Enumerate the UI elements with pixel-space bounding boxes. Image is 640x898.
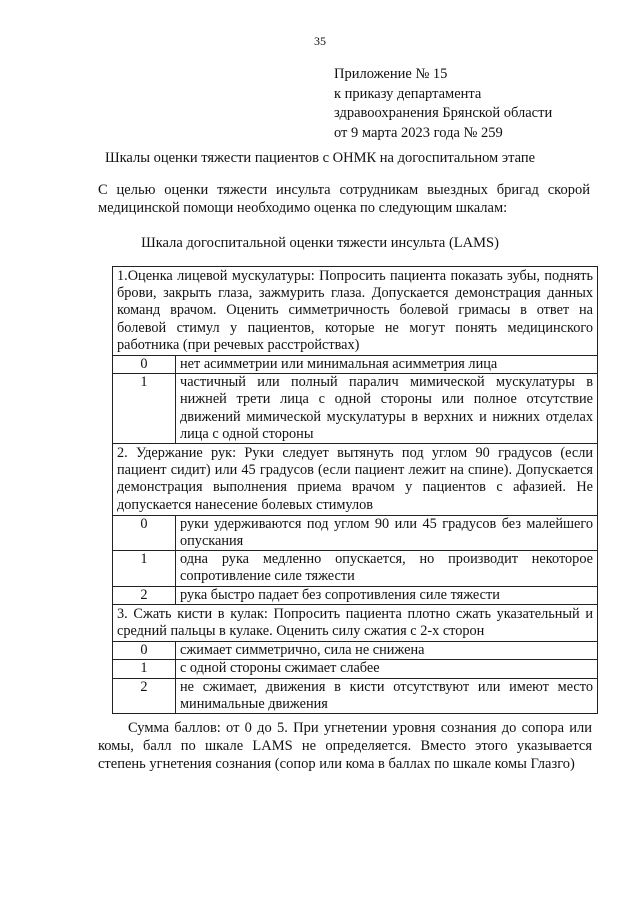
scale-title: Шкала догоспитальной оценки тяжести инсульта (LAMS): [141, 235, 499, 251]
score-cell: 0: [113, 642, 176, 660]
table-row: [113, 604, 598, 641]
description-cell: с одной стороны сжимает слабее: [176, 660, 598, 678]
appendix-line: к приказу департамента: [334, 85, 482, 102]
section-header: 2. Удержание рук: Руки следует вытянуть под углом 90 градусов (если пациент сидит) или 45 градусов (если пациент лежит на спине). Допускается демонстрация выполнения приема врачом у пациентов с афазией. Не допускается нанесение болевых стимулов: [113, 444, 598, 516]
table-row: [113, 660, 598, 678]
summary-text: Сумма баллов: от 0 до 5. При угнетении уровня сознания до сопора или комы, балл по шкале LAMS не определяется. Вместо этого указывается степень угнетения сознания (сопор или кома в баллах по шкале комы Глазго): [98, 720, 592, 772]
score-cell: 1: [113, 660, 176, 678]
table-row: [113, 267, 598, 356]
score-cell: 0: [113, 356, 176, 374]
document-title: Шкалы оценки тяжести пациентов с ОНМК на догоспитальном этапе: [104, 150, 536, 166]
table-row: [113, 551, 598, 586]
section-header: 3. Сжать кисти в кулак: Попросить пациента плотно сжать указательный и средний пальцы в кулаке. Оценить силу сжатия с 2-х сторон: [113, 604, 598, 641]
description-cell: не сжимает, движения в кисти отсутствуют или имеют место минимальные движения: [176, 678, 598, 713]
description-cell: рука быстро падает без сопротивления силе тяжести: [176, 586, 598, 604]
score-cell: 1: [113, 551, 176, 586]
table-row: [113, 642, 598, 660]
appendix-line: Приложение № 15: [334, 66, 448, 82]
score-cell: 2: [113, 586, 176, 604]
table-row: [113, 515, 598, 550]
score-cell: 0: [113, 515, 176, 550]
description-cell: одна рука медленно опускается, но производит некоторое сопротивление силе тяжести: [176, 551, 598, 586]
summary-paragraph: [98, 719, 592, 773]
score-cell: 2: [113, 678, 176, 713]
description-cell: сжимает симметрично, сила не снижена: [176, 642, 598, 660]
score-cell: 1: [113, 374, 176, 444]
table-row: [113, 356, 598, 374]
description-cell: нет асимметрии или минимальная асимметрия лица: [176, 356, 598, 374]
table-row: [113, 374, 598, 444]
description-cell: руки удерживаются под углом 90 или 45 градусов без малейшего опускания: [176, 515, 598, 550]
appendix-line: здравоохранения Брянской области: [334, 105, 553, 121]
table-row: [113, 678, 598, 713]
lams-table: [112, 266, 598, 714]
page-number: 35: [314, 34, 326, 48]
description-cell: частичный или полный паралич мимической мускулатуры в нижней трети лица с одной стороны или полное отсутствие движений мимической мускулатуры в верхних и нижних отделах лица с одной стороны: [176, 374, 598, 444]
intro-paragraph: С целью оценки тяжести инсульта сотрудникам выездных бригад скорой медицинской помощи необходимо оценка по следующим шкалам:: [98, 182, 590, 216]
table-row: [113, 444, 598, 516]
section-header: 1.Оценка лицевой мускулатуры: Попросить пациента показать зубы, поднять брови, закрыть глаза, зажмурить глаза. Допускается демонстрация данных команд врачом. Оценить симметричность болевой гримасы в ответ на болевой стимул у пациентов, которые не могут понять медицинского работника (при речевых расстройствах): [113, 267, 598, 356]
appendix-block: [334, 65, 552, 143]
table-row: [113, 586, 598, 604]
appendix-line: от 9 марта 2023 года № 259: [334, 124, 503, 141]
